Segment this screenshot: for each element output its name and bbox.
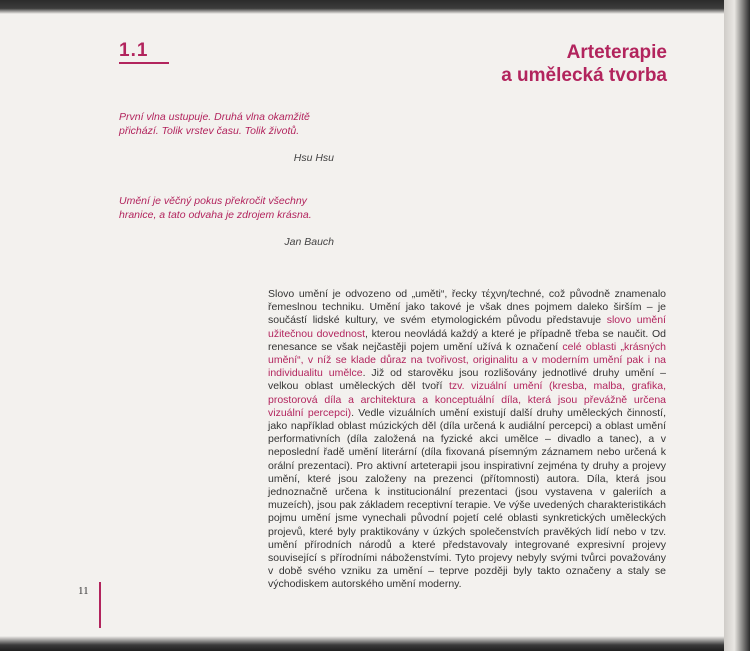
- chapter-title-line2: a umělecká tvorba: [501, 65, 667, 86]
- section-rule: [119, 62, 169, 64]
- epigraph-author-1: Hsu Hsu: [293, 152, 334, 164]
- page-number: 11: [78, 585, 89, 597]
- body-text-4: . Vedle vizuálních umění existují další druhy uměleckých činností, jako například oblast múzických děl (díla určená k audiální percepci) a oblast umění performativních (díla založená na fyzické akci umělce – divadlo a tanec), a v neposlední řadě umění literární (díla fixovaná písemným záznamem nebo určená k orální prezentaci). Pro aktivní arteterapii jsou inspirativní zejména ty druhy a projevy umění, které jsou založeny na prezenci (přítomnosti) autora. Díla, která jsou jednoznačně určena k institucionální prezentaci (jsou vystavena v galeriích a muzeích), jsou pak základem receptivní terapie. Ve výše uvedených charakteristikách pojmu umění jsme vynechali původní pojetí celé oblasti synkretických uměleckých projevů, které byly praktikovány v úzkých společenstvích pravěkých lidí nebo v tzv. umění přírodních národů a které představovaly integrované expresivní projevy související s přírodními náboženstvími. Tyto projevy nebyly svými tvůrci považovány v době svého vzniku za umění – teprve později byly takto označeny a staly se východiskem autorského umění moderny.: [268, 406, 666, 591]
- body-text-3: . Již od starověku jsou rozlišovány jednotlivé druhy umění – velkou oblast uměleckých děl tvoří: [268, 367, 666, 393]
- top-shadow: [0, 0, 724, 14]
- chapter-title: [367, 41, 667, 87]
- highlight-1: slovo umění užitečnou dovednost: [268, 314, 666, 340]
- margin-rule: [99, 582, 101, 628]
- highlight-2: celé oblasti „krásných umění“, v níž se klade důraz na tvořivost, originalitu a v moderním umění pak i na individualitu umělce: [268, 340, 666, 380]
- body-text-2: , kterou neovládá každý a které je případně třeba se naučit. Od renesance se však nejčastěji pojem umění užívá k označení: [268, 327, 666, 353]
- page-edge: [724, 0, 750, 651]
- epigraph-author-2: Jan Bauch: [284, 236, 334, 248]
- bottom-shadow: [0, 636, 724, 651]
- section-number: 1.1: [119, 40, 149, 61]
- chapter-title-line1: Arteterapie: [566, 42, 667, 63]
- highlight-3: tzv. vizuální umění (kresba, malba, grafika, prostorová díla a architektura a konceptuální díla, která jsou převážně určena vizuální percepci): [268, 380, 666, 419]
- body-paragraph: [268, 288, 666, 592]
- body-text-1: Slovo umění je odvozeno od „uměti“, řecky τέχνη/techné, což původně znamenalo řemeslnou techniku. Umění jako takové je však dnes pojmem daleko širším – je součástí lidské kultury, ve svém etymologickém původu představuje: [268, 288, 666, 327]
- epigraph-quote-2: Umění je věčný pokus překročit všechny hranice, a tato odvaha je zdrojem krásna.: [119, 195, 312, 221]
- epigraph-quote-1: První vlna ustupuje. Druhá vlna okamžitě přichází. Tolik vrstev času. Tolik životů.: [119, 111, 310, 137]
